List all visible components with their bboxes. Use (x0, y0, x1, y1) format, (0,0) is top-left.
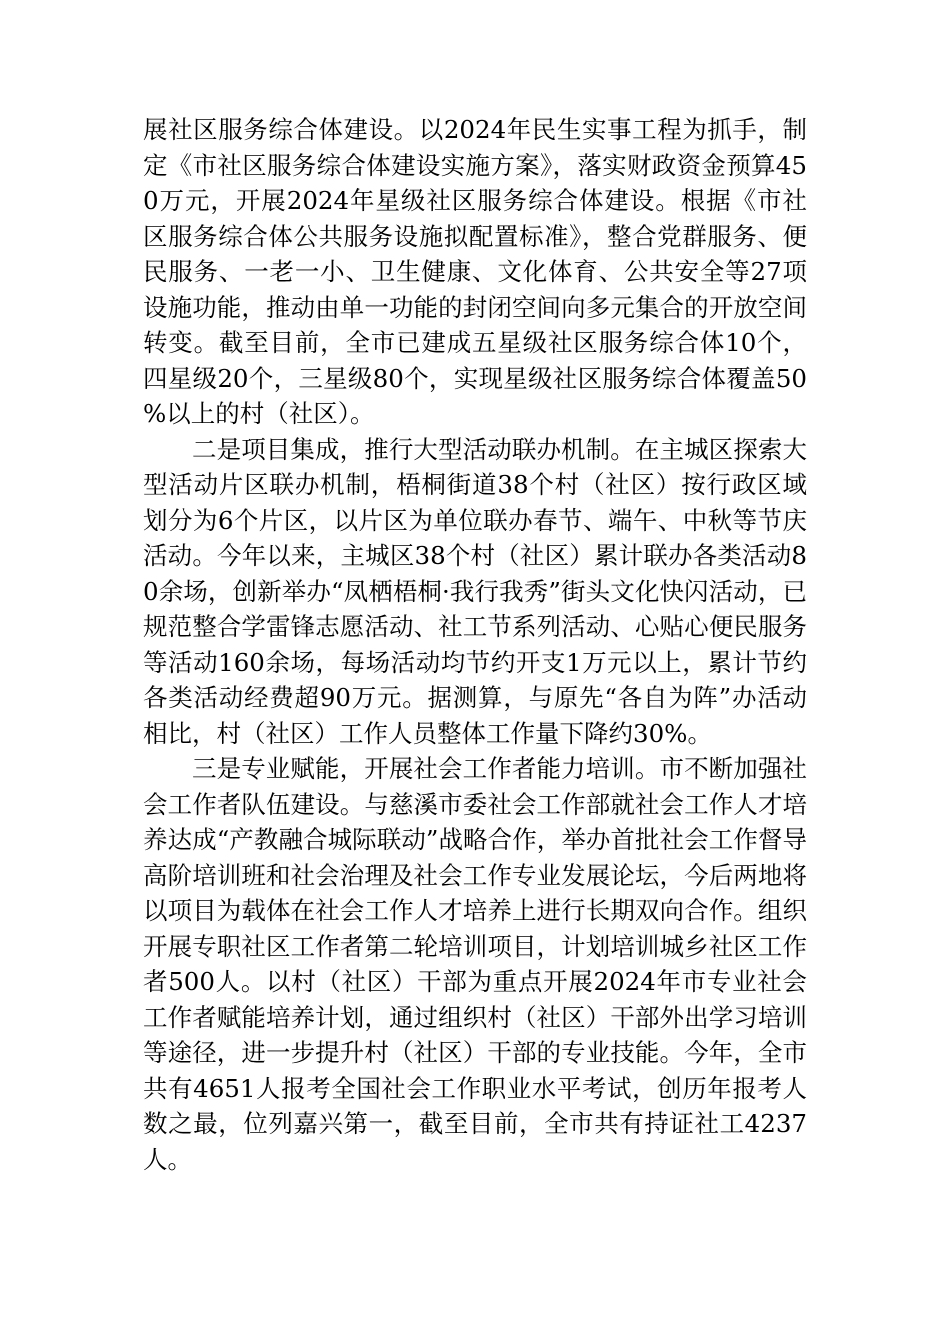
document-page (143, 112, 807, 1177)
paragraph-joint-activities: 二是项目集成，推行大型活动联办机制。在主城区探索大型活动片区联办机制，梧桐街道38个村（社区）按行政区域划分为6个片区，以片区为单位联办春节、端午、中秋等节庆活动。今年以来，主城区38个村（社区）累计联办各类活动80余场，创新举办“凤栖梧桐·我行我秀”街头文化快闪活动，已规范整合学雷锋志愿活动、社工节系列活动、心贴心便民服务等活动160余场，每场活动均节约开支1万元以上，累计节约各类活动经费超90万元。据测算，与原先“各自为阵”办活动相比，村（社区）工作人员整体工作量下降约30%。 (143, 434, 807, 748)
paragraph-social-worker-training: 三是专业赋能，开展社会工作者能力培训。市不断加强社会工作者队伍建设。与慈溪市委社会工作部就社会工作人才培养达成“产教融合城际联动”战略合作，举办首批社会工作督导高阶培训班和社会治理及社会工作专业发展论坛，今后两地将以项目为载体在社会工作人才培养上进行长期双向合作。组织开展专职社区工作者第二轮培训项目，计划培训城乡社区工作者500人。以村（社区）干部为重点开展2024年市专业社会工作者赋能培养计划，通过组织村（社区）干部外出学习培训等途径，进一步提升村（社区）干部的专业技能。今年，全市共有4651人报考全国社会工作职业水平考试，创历年报考人数之最，位列嘉兴第一，截至目前，全市共有持证社工4237人。 (143, 754, 807, 1174)
paragraph-community-complex: 展社区服务综合体建设。以2024年民生实事工程为抓手，制定《市社区服务综合体建设实施方案》，落实财政资金预算450万元，开展2024年星级社区服务综合体建设。根据《市社区服务综合体公共服务设施拟配置标准》，整合党群服务、便民服务、一老一小、卫生健康、文化体育、公共安全等27项设施功能，推动由单一功能的封闭空间向多元集合的开放空间转变。截至目前，全市已建成五星级社区服务综合体10个，四星级20个，三星级80个，实现星级社区服务综合体覆盖50%以上的村（社区）。 (143, 115, 807, 428)
